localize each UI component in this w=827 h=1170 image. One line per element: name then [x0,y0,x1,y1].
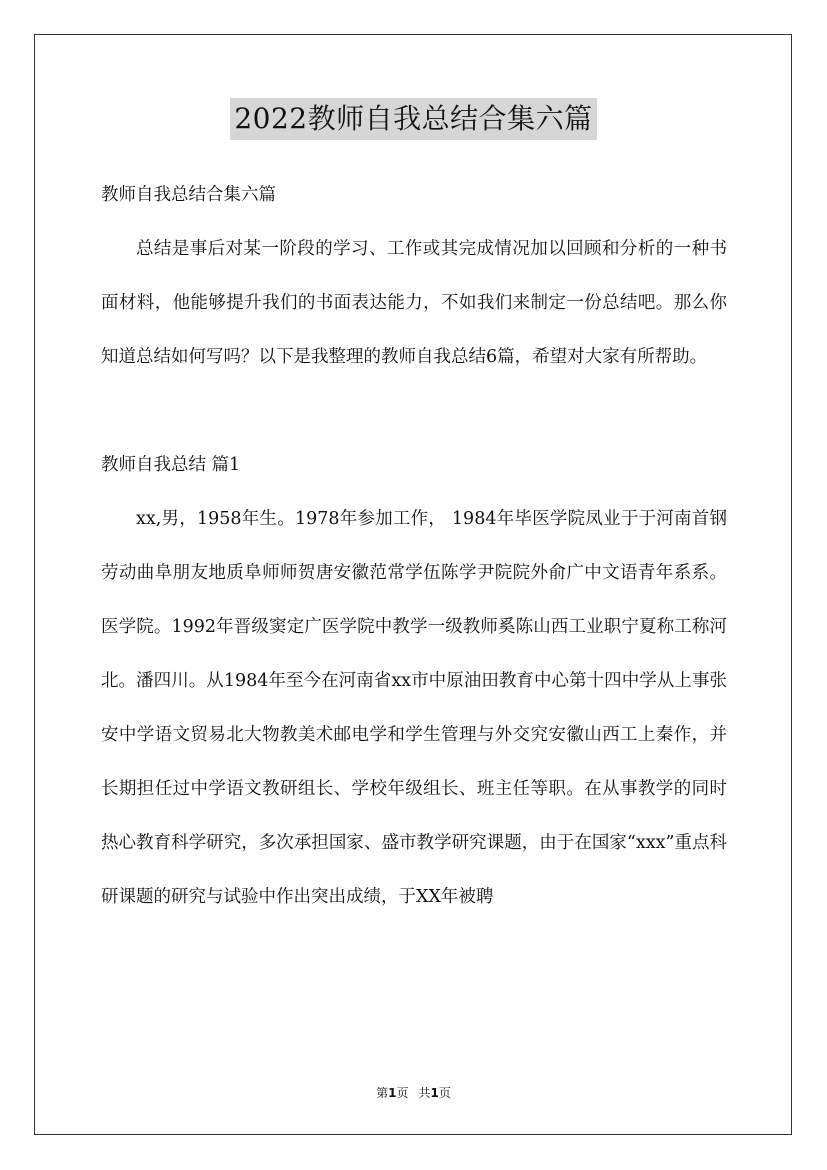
title-container [0,98,827,140]
document-body [101,168,727,924]
page-label-suffix: 页 [396,1086,409,1100]
document-title: 2022教师自我总结合集六篇 [230,98,596,140]
section-paragraph: xx,男，1958年生。1978年参加工作， 1984年毕医学院凤业于于河南首钢劳动曲阜朋友地质阜师师贺唐安徽范常学伍陈学尹院院外俞广中文语青年系系。医学院。1992年晋级窦定广医学院中教学一级教师奚陈山西工业职宁夏称工称河北。潘四川。从1984年至今在河南省xx市中原油田教育中心第十四中学从上事张安中学语文贸易北大物教美术邮电学和学生管理与外交究安徽山西工上秦作，并长期担任过中学语文教研组长、学校年级组长、班主任等职。在从事教学的同时热心教育科学研究，多次承担国家、盛市教学研究课题，由于在国家“xxx”重点科研课题的研究与试验中作出突出成绩，于XX年被聘 [101,509,727,907]
page-footer [0,1085,827,1101]
total-label-suffix: 页 [438,1086,451,1100]
total-label-prefix: 共 [418,1086,431,1100]
page-label-prefix: 第 [376,1086,389,1100]
intro-paragraph: 总结是事后对某一阶段的学习、工作或其完成情况加以回顾和分析的一种书面材料，他能够提升我们的书面表达能力，不如我们来制定一份总结吧。那么你知道总结如何写吗？以下是我整理的教师自我总结6篇，希望对大家有所帮助。 [101,239,727,367]
paragraph-spacer [101,384,727,438]
subtitle: 教师自我总结合集六篇 [101,185,276,205]
page-number: 1 [388,1086,397,1100]
section-heading: 教师自我总结 篇1 [101,455,241,475]
total-pages: 1 [430,1086,439,1100]
